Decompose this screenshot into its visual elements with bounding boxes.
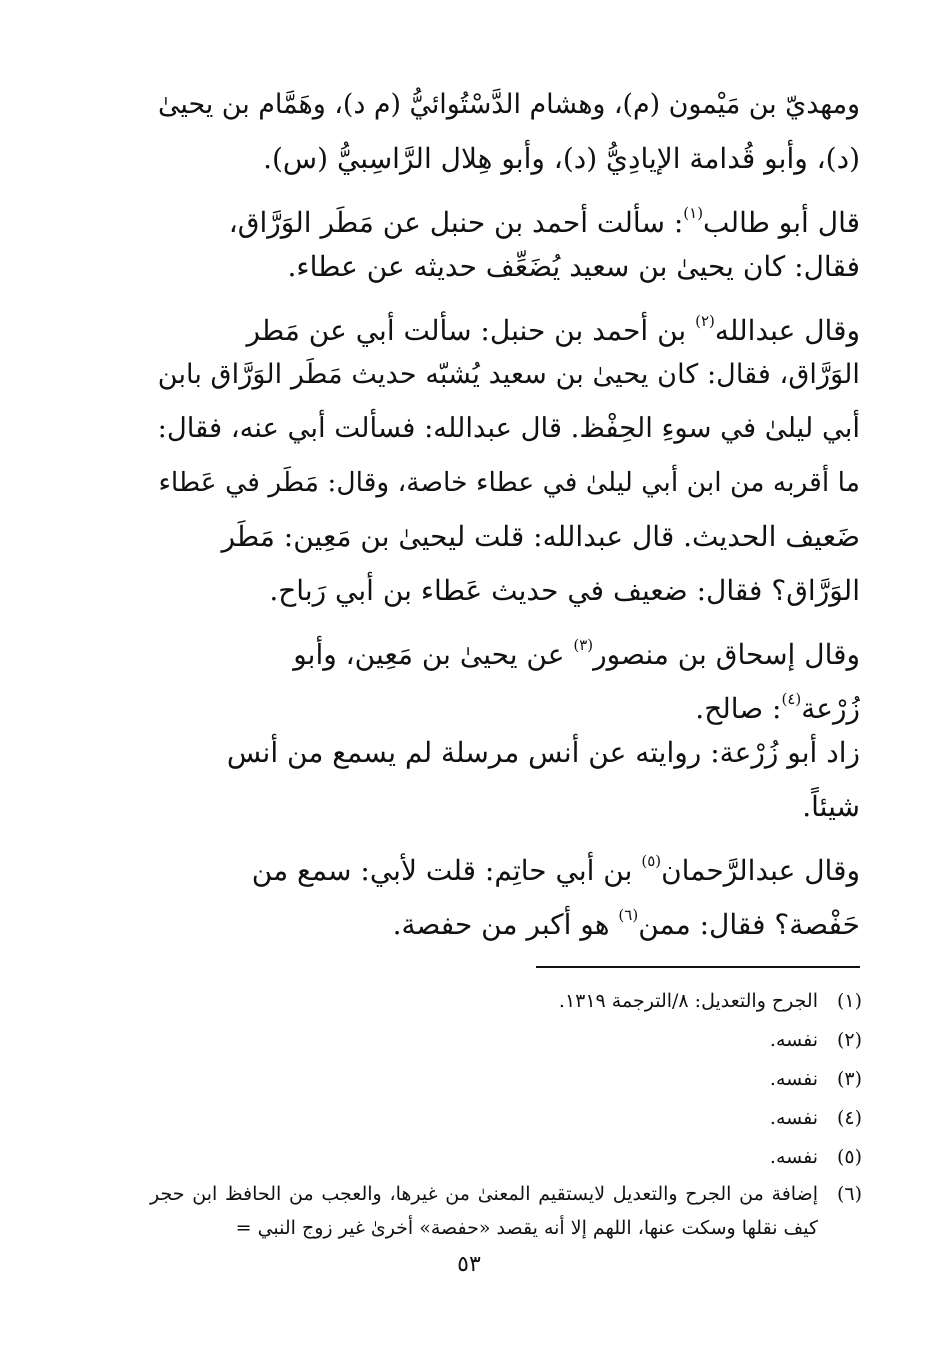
text-line (158, 726, 860, 780)
text-segment: ضَعيف الحديث. قال عبدالله: قلت ليحيىٰ بن مَعِين: مَطَر (221, 520, 860, 553)
text-segment: زاد أبو زُرْعة: روايته عن أنس مرسلة لم يسمع من أنس (226, 736, 860, 769)
footnote-4 (150, 1099, 862, 1138)
text-line (158, 618, 860, 672)
footnote-text: إضافة من الجرح والتعديل لايستقيم المعنىٰ من غيرها، والعجب من الحافظ ابن حجر كيف نقلها وسكت عنها، اللهم إلا أنه يقصد «حفصة» أخرىٰ غير زوج النبي = (150, 1183, 818, 1239)
footnote-number: (٥) (836, 1146, 862, 1168)
text-segment: فقال: كان يحيىٰ بن سعيد يُضَعِّف حديثه عن عطاء. (287, 250, 860, 283)
footnote-marker: (١) (683, 204, 704, 222)
text-segment: هو أكبر من حفصة. (392, 908, 619, 941)
text-segment: زُرْعة (801, 692, 860, 725)
text-line (158, 834, 860, 888)
footnotes (150, 982, 862, 1245)
footnote-marker: (٥) (641, 852, 662, 870)
text-segment: وقال عبدالرَّحمان (661, 854, 860, 887)
footnote-5 (150, 1138, 862, 1177)
text-line (158, 564, 860, 618)
text-line (158, 348, 860, 402)
page-number: ٥٣ (457, 1252, 481, 1277)
footnote-marker: (٢) (695, 312, 715, 330)
footnote-text: نفسه. (769, 1029, 818, 1051)
text-segment: قال أبو طالب (703, 206, 860, 239)
footnote-6 (150, 1177, 862, 1245)
footnote-2 (150, 1021, 862, 1060)
footnote-text: الجرح والتعديل: ٨/الترجمة ١٣١٩. (558, 990, 818, 1012)
footnote-number: (٣) (836, 1068, 862, 1090)
text-segment: بن أبي حاتِم: قلت لأبي: سمع من (251, 854, 642, 887)
text-segment: عن يحيىٰ بن مَعِين، وأبو (293, 638, 574, 671)
text-segment: : سألت أحمد بن حنبل عن مَطَر الوَرَّاق، (228, 206, 684, 239)
text-line (158, 240, 860, 294)
text-line (158, 78, 860, 132)
footnote-marker: (٤) (781, 690, 802, 708)
footnote-text: نفسه. (769, 1068, 818, 1090)
text-segment: ما أقربه من ابن أبي ليلىٰ في عطاء خاصة، وقال: مَطَر في عَطاء (158, 467, 860, 498)
footnote-text: نفسه. (769, 1146, 818, 1168)
text-line (158, 456, 860, 510)
text-segment: بن أحمد بن حنبل: سألت أبي عن مَطر (246, 314, 696, 347)
text-segment: (د)، وأبو قُدامة الإيادِيُّ (د)، وأبو هِلال الرَّاسِبيُّ (س). (263, 142, 860, 175)
text-segment: وقال إسحاق بن منصور (593, 638, 860, 671)
footnote-1 (150, 982, 862, 1021)
footnote-marker: (٦) (618, 906, 639, 924)
footnote-separator (536, 966, 860, 968)
text-segment: الوَرَّاق؟ فقال: ضعيف في حديث عَطاء بن أبي رَباح. (269, 574, 860, 607)
footnote-number: (١) (836, 990, 862, 1012)
footnote-3 (150, 1060, 862, 1099)
footnote-marker: (٣) (573, 636, 594, 654)
text-line (158, 186, 860, 240)
text-line (158, 510, 860, 564)
text-segment: حَفْصة؟ فقال: ممن (638, 908, 860, 941)
main-text (158, 78, 860, 942)
text-line (158, 402, 860, 456)
text-line (158, 780, 860, 834)
text-line (158, 888, 860, 942)
text-line (158, 132, 860, 186)
text-segment: شيئاً. (802, 790, 860, 823)
footnote-number: (٢) (836, 1029, 862, 1051)
text-segment: ومهديّ بن مَيْمون (م)، وهشام الدَّسْتُوائيُّ (م د)، وهَمَّام بن يحيىٰ (157, 89, 860, 120)
text-segment: أبي ليلىٰ في سوءِ الحِفْظ. قال عبدالله: فسألت أبي عنه، فقال: (157, 413, 860, 444)
text-line (158, 294, 860, 348)
text-segment: وقال عبدالله (714, 314, 860, 347)
text-segment: الوَرَّاق، فقال: كان يحيىٰ بن سعيد يُشبّه حديث مَطَر الوَرَّاق بابن (157, 359, 860, 390)
text-segment: : صالح. (695, 692, 782, 725)
text-line (158, 672, 860, 726)
footnote-text: نفسه. (769, 1107, 818, 1129)
footnote-number: (٤) (836, 1107, 862, 1129)
footnote-number: (٦) (836, 1183, 862, 1205)
